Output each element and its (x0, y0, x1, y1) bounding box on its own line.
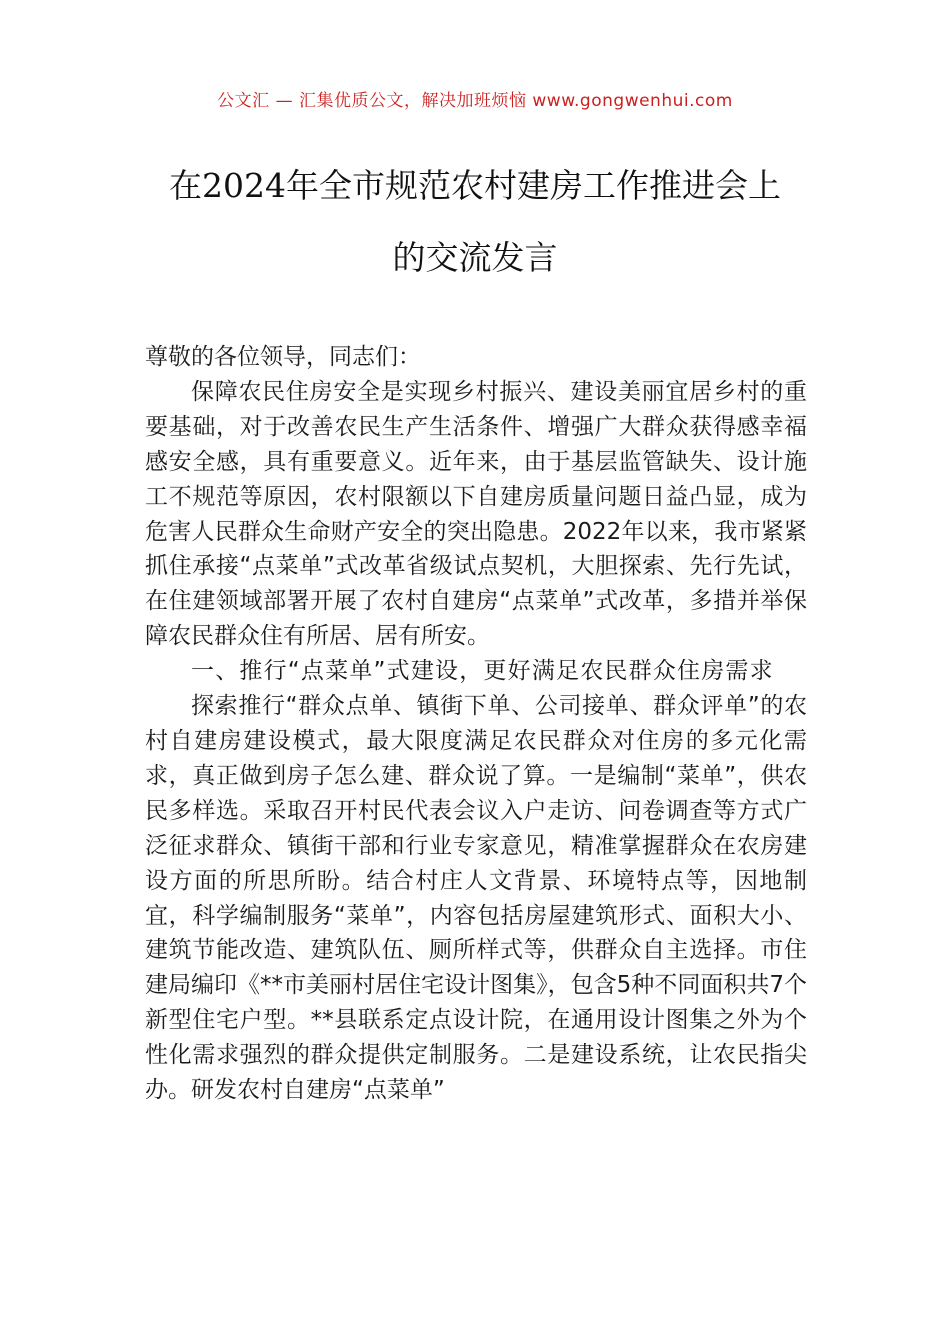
title-line-1: 在2024年全市规范农村建房工作推进会上 (169, 166, 781, 205)
paragraph-section-1: 探索推行“群众点单、镇街下单、公司接单、群众评单”的农村自建房建设模式，最大限度满足农民群众对住房的多元化需求，真正做到房子怎么建、群众说了算。一是编制“菜单”，供农民多样选。采取召开村民代表会议入户走访、问卷调查等方式广泛征求群众、镇街干部和行业专家意见，精准掌握群众在农房建设方面的所思所盼。结合村庄人文背景、环境特点等，因地制宜，科学编制服务“菜单”，内容包括房屋建筑形式、面积大小、建筑节能改造、建筑队伍、厕所样式等，供群众自主选择。市住建局编印《**市美丽村居住宅设计图集》，包含5种不同面积共7个新型住宅户型。**县联系定点设计院，在通用设计图集之外为个性化需求强烈的群众提供定制服务。二是建设系统，让农民指尖办。研发农村自建房“点菜单” (145, 693, 807, 1104)
section-heading-1: 一、推行“点菜单”式建设，更好满足农民群众住房需求 (191, 658, 774, 685)
paragraph-intro: 保障农民住房安全是实现乡村振兴、建设美丽宜居乡村的重要基础，对于改善农民生产生活条件、增强广大群众获得感幸福感安全感，具有重要意义。近年来，由于基层监管缺失、设计施工不规范等原因，农村限额以下自建房质量问题日益凸显，成为危害人民群众生命财产安全的突出隐患。2022年以来，我市紧紧抓住承接“点菜单”式改革省级试点契机，大胆探索、先行先试，在住建领域部署开展了农村自建房“点菜单”式改革，多措并举保障农民群众住有所居、居有所安。 (145, 378, 807, 650)
document-body (145, 340, 807, 1108)
document-title (120, 150, 830, 294)
title-line-2: 的交流发言 (392, 238, 558, 277)
header-banner: 公文汇 — 汇集优质公文，解决加班烦恼 www.gongwenhui.com (217, 91, 733, 111)
salutation: 尊敬的各位领导，同志们： (145, 344, 421, 370)
